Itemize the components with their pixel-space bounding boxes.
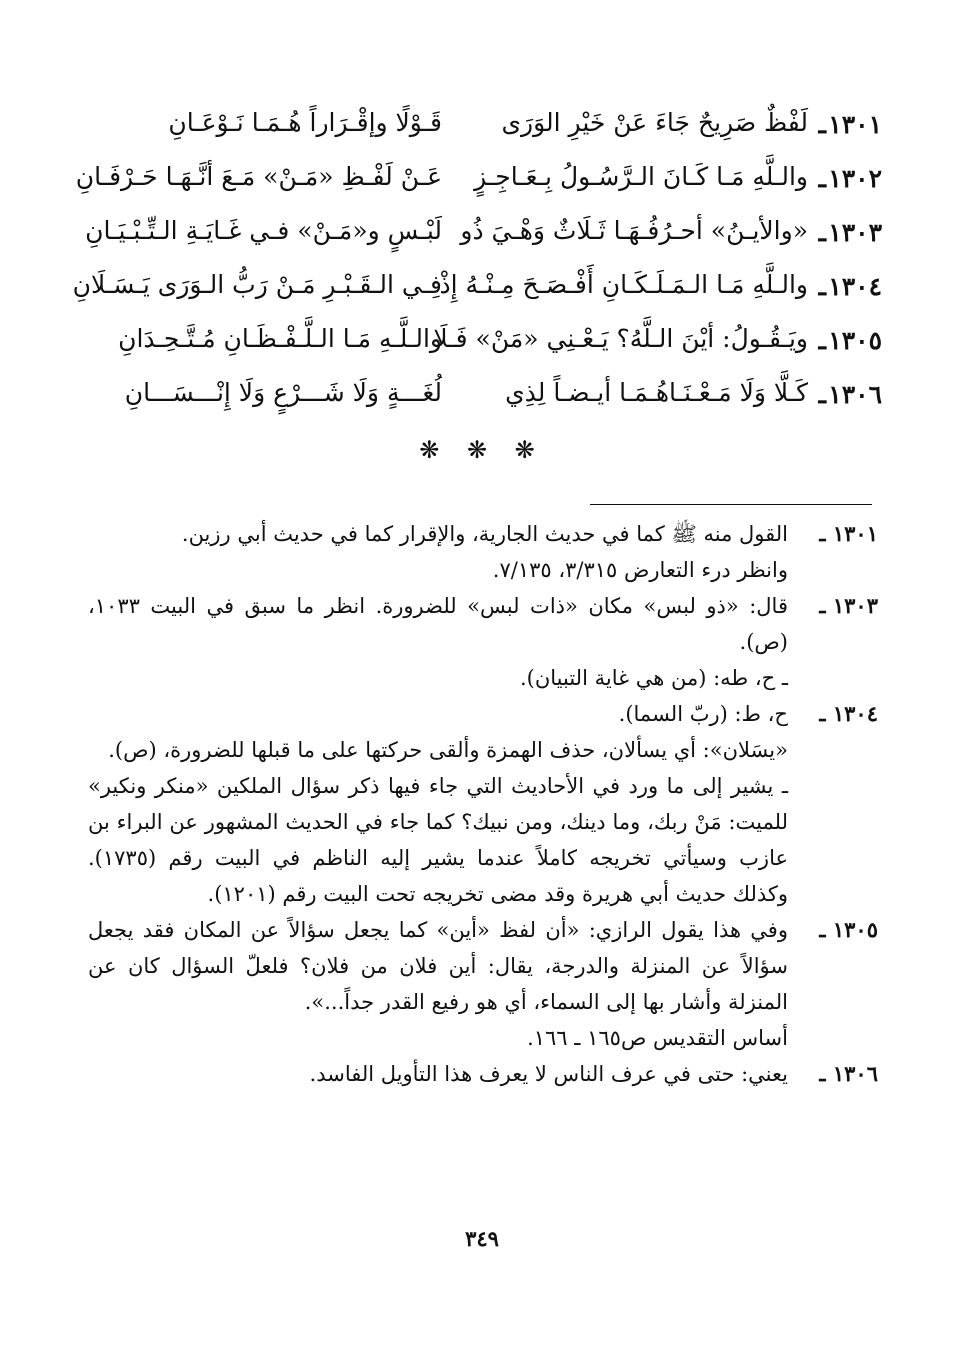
- footnote-number: ١٣٠١ ـ: [819, 521, 878, 546]
- verse-first-hemistich: والـلَّهِ مَـا الـمَـلَـكَـانِ أَفْـصَـحَ مِـنْـهُ إِذْ: [439, 270, 808, 299]
- footnote-line: أساس التقديس ص١٦٥ ـ ١٦٦.: [527, 1026, 788, 1050]
- footnote-line: وانظر درء التعارض ٣/٣١٥، ٧/١٣٥.: [492, 558, 788, 582]
- footnote: [88, 1056, 878, 1092]
- footnote: [88, 588, 878, 696]
- verse-number: ١٣٠٢: [828, 164, 882, 193]
- footnote-line: يعني: حتى في عرف الناس لا يعرف هذا التأويل الفاسد.: [309, 1062, 788, 1086]
- footnote-line: القول منه ﷺ كما في حديث الجارية، والإقرار كما في حديث أبي رزين.: [181, 522, 788, 546]
- footnote-divider: [590, 504, 872, 505]
- verse-dash: ـ: [818, 326, 826, 355]
- footnote-body: [88, 1056, 788, 1092]
- verse-row: [70, 158, 882, 212]
- verse-first-hemistich: ويَـقُـولُ: أيْنَ الـلَّهُ؟ يَـعْـنِي «مَنْ» فَـلَا: [433, 324, 808, 353]
- verse-number: ١٣٠٦: [828, 380, 882, 409]
- footnote-number: ١٣٠٥ ـ: [819, 917, 878, 942]
- footnote-line: ح، ط: (ربّ السما).: [618, 702, 788, 726]
- verse-first-hemistich: «والأيـنُ» أحـرُفُـهَـا ثَـلَاثٌ وَهْـيَ ذُو: [460, 216, 808, 245]
- verse-dash: ـ: [818, 272, 826, 301]
- footnote: [88, 516, 878, 588]
- verse-number: ١٣٠١: [828, 110, 882, 139]
- verse-dash: ـ: [818, 110, 826, 139]
- verse-number: ١٣٠٣: [828, 218, 882, 247]
- verse-dash: ـ: [818, 380, 826, 409]
- footnote-number: ١٣٠٤ ـ: [819, 701, 878, 726]
- verse-dash: ـ: [818, 218, 826, 247]
- footnote-line: قال: «ذو لبس» مكان «ذات لبس» للضرورة. انظر ما سبق في البيت ١٠٣٣، (ص).: [88, 594, 788, 654]
- section-separator-stars: ❋ ❋ ❋: [419, 436, 545, 464]
- verse-second-hemistich: لَبْـسٍ و«مَـنْ» فـي غَـايَـةِ الـتِّـبْـيَـانِ: [85, 216, 442, 245]
- verse-second-hemistich: والـلَّـهِ مَـا الـلَّـفْـظَـانِ مُـتَّـحِـدَانِ: [118, 324, 442, 353]
- verse-row: [70, 212, 882, 266]
- verse-row: [70, 374, 882, 428]
- verse-second-hemistich: عَـنْ لَفْـظِ «مَـنْ» مَـعَ أنَّـهَـا حَـرْفَـانِ: [75, 162, 442, 191]
- verse-row: [70, 104, 882, 158]
- verse-second-hemistich: لُغَـــةٍ وَلَا شَـــرْعٍ وَلَا إِنْـــسَـــانِ: [124, 378, 442, 407]
- footnote-line: «يسَلان»: أي يسألان، حذف الهمزة وألقى حركتها على ما قبلها للضرورة، (ص).: [108, 738, 788, 762]
- verse-first-hemistich: كَـلَّا وَلَا مَـعْـنَـاهُـمَـا أيـضـاً لِذِي: [505, 378, 808, 407]
- footnote-line: ـ ح، طه: (من هي غاية التبيان).: [519, 666, 788, 690]
- verse-second-hemistich: فِـي الـقَـبْـرِ مَـنْ رَبُّ الـوَرَى يَـسَـلَانِ: [72, 270, 442, 299]
- verse-row: [70, 320, 882, 374]
- footnote-line: وفي هذا يقول الرازي: «أن لفظ «أين» كما يجعل سؤالاً عن المكان فقد يجعل سؤالاً عن المنزلة والدرجة، يقال: أين فلان من فلان؟ فلعلّ السؤال كان عن المنزلة وأشار بها إلى السماء، أي هو رفيع القدر جداً...».: [88, 918, 788, 1014]
- verse-list: [70, 104, 882, 428]
- verse-second-hemistich: قَـوْلًا وإقْـرَاراً هُـمَـا نَـوْعَـانِ: [168, 108, 442, 137]
- verse-first-hemistich: والـلَّهِ مَـا كَـانَ الـرَّسُـولُ بِـعَـاجِـزٍ: [474, 162, 808, 191]
- footnote-body: [88, 912, 788, 1056]
- footnote: [88, 912, 878, 1056]
- verse-number: ١٣٠٤: [828, 272, 882, 301]
- verse-dash: ـ: [818, 164, 826, 193]
- page-number: ٣٤٩: [465, 1226, 499, 1251]
- footnote-body: [88, 588, 788, 696]
- verse-first-hemistich: لَفْظٌ صَرِيحٌ جَاءَ عَنْ خَيْرِ الوَرَى: [501, 108, 808, 137]
- footnote-number: ١٣٠٣ ـ: [819, 593, 878, 618]
- verse-number: ١٣٠٥: [828, 326, 882, 355]
- footnote-body: [88, 696, 788, 912]
- footnote: [88, 696, 878, 912]
- footnote-body: [88, 516, 788, 588]
- verse-row: [70, 266, 882, 320]
- footnotes: [88, 516, 878, 1092]
- footnote-line: ـ يشير إلى ما ورد في الأحاديث التي جاء فيها ذكر سؤال الملكين «منكر ونكير» للميت: مَنْ ربك، وما دينك، ومن نبيك؟ كما جاء في الحديث المشهور عن البراء بن عازب وسيأتي تخريجه كاملاً عندما يشير إليه الناظم في البيت رقم (١٧٣٥). وكذلك حديث أبي هريرة وقد مضى تخريجه تحت البيت رقم (١٢٠١).: [88, 774, 788, 906]
- footnote-number: ١٣٠٦ ـ: [819, 1061, 878, 1086]
